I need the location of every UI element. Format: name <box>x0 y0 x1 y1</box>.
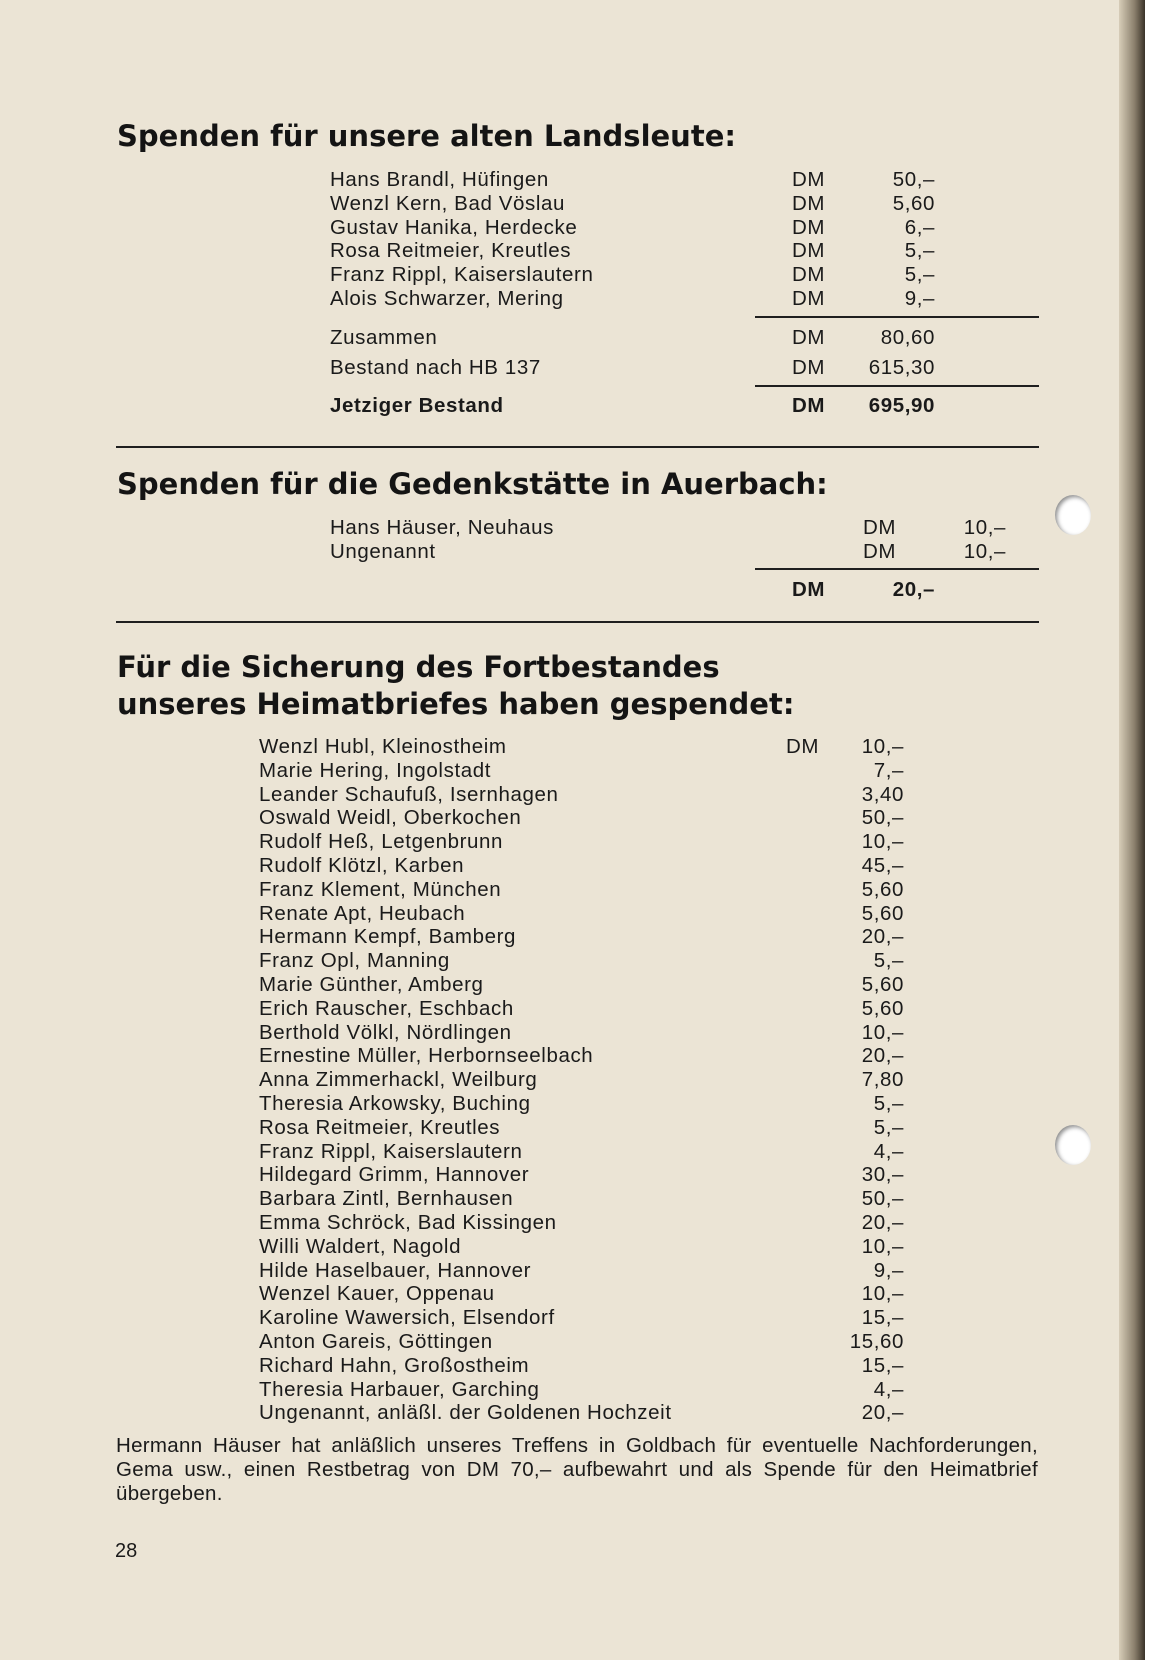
donor-name: Ungenannt <box>330 539 436 563</box>
donor-name: Berthold Völkl, Nördlingen <box>259 1020 512 1044</box>
donation-row <box>259 902 1039 926</box>
current-label: Jetziger Bestand <box>330 394 504 417</box>
donor-name: Erich Rauscher, Eschbach <box>259 996 514 1020</box>
donation-row <box>259 1211 1039 1235</box>
donor-name: Karoline Wawersich, Elsendorf <box>259 1306 555 1330</box>
donor-name: Ernestine Müller, Herbornseelbach <box>259 1044 594 1068</box>
donation-amount: 5,– <box>904 263 935 287</box>
punch-hole <box>1055 495 1091 535</box>
current-currency: DM <box>792 394 826 417</box>
previous-amount: 615,30 <box>868 356 935 379</box>
donation-row <box>330 263 1050 287</box>
donation-amount: 10,– <box>963 516 1006 539</box>
donation-amount: 7,80 <box>861 1068 904 1092</box>
donation-currency: DM <box>792 263 826 287</box>
donation-amount: 50,– <box>861 1187 904 1211</box>
donation-amount: 20,– <box>861 1401 904 1425</box>
donation-amount: 9,– <box>873 1258 904 1282</box>
donation-currency: DM <box>786 735 820 758</box>
donation-row <box>330 239 1050 263</box>
donation-currency: DM <box>792 168 826 191</box>
donation-row <box>259 759 1039 783</box>
current-row <box>330 394 1050 418</box>
donation-amount: 15,– <box>861 1306 904 1330</box>
donor-name: Emma Schröck, Bad Kissingen <box>259 1210 557 1234</box>
section1-title: Spenden für unsere alten Landsleute: <box>117 119 736 153</box>
donor-name: Alois Schwarzer, Mering <box>330 286 564 310</box>
donation-row <box>259 1163 1039 1187</box>
note-paragraph: Hermann Häuser hat anläßlich unseres Treffens in Goldbach für eventuelle Nachforderungen, Gema usw., einen Restbetrag von DM 70,– aufbewahrt und als Spende für den Heimatbrief übergeben. <box>116 1434 1038 1505</box>
donation-row <box>259 1401 1039 1425</box>
donation-amount: 6,– <box>904 215 935 239</box>
donation-currency: DM <box>792 286 826 310</box>
section-divider <box>116 446 1039 448</box>
donor-name: Wenzl Kern, Bad Vöslau <box>330 191 566 215</box>
section2-total-block <box>330 578 1050 602</box>
section3-title-line1: Für die Sicherung des Fortbestandes <box>117 650 720 684</box>
donation-amount: 9,– <box>904 286 935 310</box>
donation-amount: 5,60 <box>861 996 904 1020</box>
donation-row <box>259 735 1039 759</box>
donor-name: Hans Brandl, Hüfingen <box>330 168 549 191</box>
divider <box>755 316 1039 318</box>
donation-row <box>259 1306 1039 1330</box>
divider <box>755 568 1039 570</box>
donation-amount: 3,40 <box>861 782 904 806</box>
donation-amount: 10,– <box>861 1020 904 1044</box>
donor-name: Franz Opl, Manning <box>259 949 450 973</box>
donation-amount: 20,– <box>861 925 904 949</box>
donation-amount: 5,– <box>873 1115 904 1139</box>
section2-title: Spenden für die Gedenkstätte in Auerbach: <box>117 467 828 501</box>
donation-amount: 15,60 <box>849 1329 904 1353</box>
section1-sum-block <box>330 326 1050 350</box>
donor-name: Hilde Haselbauer, Hannover <box>259 1258 531 1282</box>
donation-row <box>259 1187 1039 1211</box>
donation-row <box>330 168 1050 192</box>
donation-amount: 10,– <box>861 1282 904 1306</box>
donation-amount: 10,– <box>861 735 904 758</box>
donation-row <box>259 1282 1039 1306</box>
donation-currency: DM <box>792 239 826 263</box>
donor-name: Leander Schaufuß, Isernhagen <box>259 782 559 806</box>
donor-name: Franz Rippl, Kaiserslautern <box>259 1139 523 1163</box>
donation-amount: 5,– <box>873 949 904 973</box>
section2-total-amount: 20,– <box>892 578 935 601</box>
donation-row <box>259 1259 1039 1283</box>
sum-row <box>330 326 1050 350</box>
section2-total-row <box>330 578 1050 602</box>
sum-label: Zusammen <box>330 326 438 349</box>
section1-previous-block <box>330 356 1050 380</box>
donation-amount: 20,– <box>861 1044 904 1068</box>
donation-row <box>259 1068 1039 1092</box>
donation-row <box>330 287 1050 311</box>
donation-row <box>330 540 1050 564</box>
donor-name: Ungenannt, anläßl. der Goldenen Hochzeit <box>259 1401 672 1425</box>
donation-amount: 45,– <box>861 853 904 877</box>
donation-row <box>259 806 1039 830</box>
donation-amount: 4,– <box>873 1139 904 1163</box>
previous-row <box>330 356 1050 380</box>
donation-amount: 4,– <box>873 1377 904 1401</box>
punch-hole <box>1055 1125 1091 1165</box>
donation-row <box>259 1044 1039 1068</box>
donor-name: Richard Hahn, Großostheim <box>259 1353 530 1377</box>
section2-total-currency: DM <box>792 578 826 601</box>
donor-name: Barbara Zintl, Bernhausen <box>259 1187 514 1211</box>
donation-row <box>259 830 1039 854</box>
donation-amount: 30,– <box>861 1163 904 1187</box>
donation-row <box>330 216 1050 240</box>
donor-name: Franz Klement, München <box>259 877 502 901</box>
current-amount: 695,90 <box>868 394 935 417</box>
section1-current-block <box>330 394 1050 418</box>
donor-name: Wenzel Kauer, Oppenau <box>259 1282 495 1306</box>
donor-name: Hildegard Grimm, Hannover <box>259 1163 530 1187</box>
donation-row <box>259 854 1039 878</box>
donation-row <box>259 1354 1039 1378</box>
previous-label: Bestand nach HB 137 <box>330 356 541 379</box>
page-number: 28 <box>115 1540 138 1562</box>
donation-row <box>330 516 1050 540</box>
section2-donation-list <box>330 516 1050 564</box>
donor-name: Hans Häuser, Neuhaus <box>330 516 554 539</box>
donation-amount: 10,– <box>861 830 904 854</box>
donation-amount: 5,60 <box>892 191 935 215</box>
donation-amount: 5,– <box>873 1091 904 1115</box>
donor-name: Marie Günther, Amberg <box>259 972 484 996</box>
donation-row <box>259 973 1039 997</box>
donor-name: Rudolf Klötzl, Karben <box>259 853 465 877</box>
donation-row <box>259 925 1039 949</box>
donor-name: Theresia Harbauer, Garching <box>259 1377 540 1401</box>
donor-name: Anna Zimmerhackl, Weilburg <box>259 1068 538 1092</box>
section1-donation-list <box>330 168 1050 311</box>
donation-amount: 5,60 <box>861 901 904 925</box>
donor-name: Franz Rippl, Kaiserslautern <box>330 263 594 287</box>
donation-row <box>259 783 1039 807</box>
donor-name: Wenzl Hubl, Kleinostheim <box>259 735 507 758</box>
section3-title-line2: unseres Heimatbriefes haben gespendet: <box>117 687 795 721</box>
donation-row <box>330 192 1050 216</box>
donation-row <box>259 1021 1039 1045</box>
donation-row <box>259 997 1039 1021</box>
donation-row <box>259 878 1039 902</box>
donation-row <box>259 1235 1039 1259</box>
donation-amount: 15,– <box>861 1353 904 1377</box>
sum-amount: 80,60 <box>880 326 935 349</box>
donation-currency: DM <box>863 516 897 539</box>
donation-amount: 10,– <box>963 539 1006 563</box>
donor-name: Anton Gareis, Göttingen <box>259 1329 493 1353</box>
donor-name: Rudolf Heß, Letgenbrunn <box>259 830 504 854</box>
binding-spine <box>1119 0 1145 1660</box>
donation-amount: 20,– <box>861 1210 904 1234</box>
donation-amount: 5,60 <box>861 877 904 901</box>
donation-row <box>259 1330 1039 1354</box>
donation-row <box>259 949 1039 973</box>
section-divider <box>116 621 1039 623</box>
donor-name: Renate Apt, Heubach <box>259 901 466 925</box>
donor-name: Gustav Hanika, Herdecke <box>330 215 578 239</box>
donor-name: Theresia Arkowsky, Buching <box>259 1091 531 1115</box>
donor-name: Willi Waldert, Nagold <box>259 1234 462 1258</box>
divider <box>755 385 1039 387</box>
donor-name: Rosa Reitmeier, Kreutles <box>259 1115 501 1139</box>
donation-amount: 50,– <box>861 806 904 830</box>
donation-row <box>259 1378 1039 1402</box>
donation-currency: DM <box>863 539 897 563</box>
donation-currency: DM <box>792 191 826 215</box>
donor-name: Marie Hering, Ingolstadt <box>259 758 492 782</box>
donation-currency: DM <box>792 215 826 239</box>
donation-amount: 10,– <box>861 1234 904 1258</box>
sum-currency: DM <box>792 326 826 349</box>
donor-name: Hermann Kempf, Bamberg <box>259 925 517 949</box>
donor-name: Rosa Reitmeier, Kreutles <box>330 239 572 263</box>
donation-row <box>259 1116 1039 1140</box>
donation-amount: 7,– <box>873 758 904 782</box>
section3-donation-list <box>259 735 1039 1425</box>
donation-amount: 50,– <box>892 168 935 191</box>
donation-row <box>259 1092 1039 1116</box>
donation-amount: 5,60 <box>861 972 904 996</box>
donor-name: Oswald Weidl, Oberkochen <box>259 806 522 830</box>
donation-row <box>259 1140 1039 1164</box>
previous-currency: DM <box>792 356 826 379</box>
donation-amount: 5,– <box>904 239 935 263</box>
